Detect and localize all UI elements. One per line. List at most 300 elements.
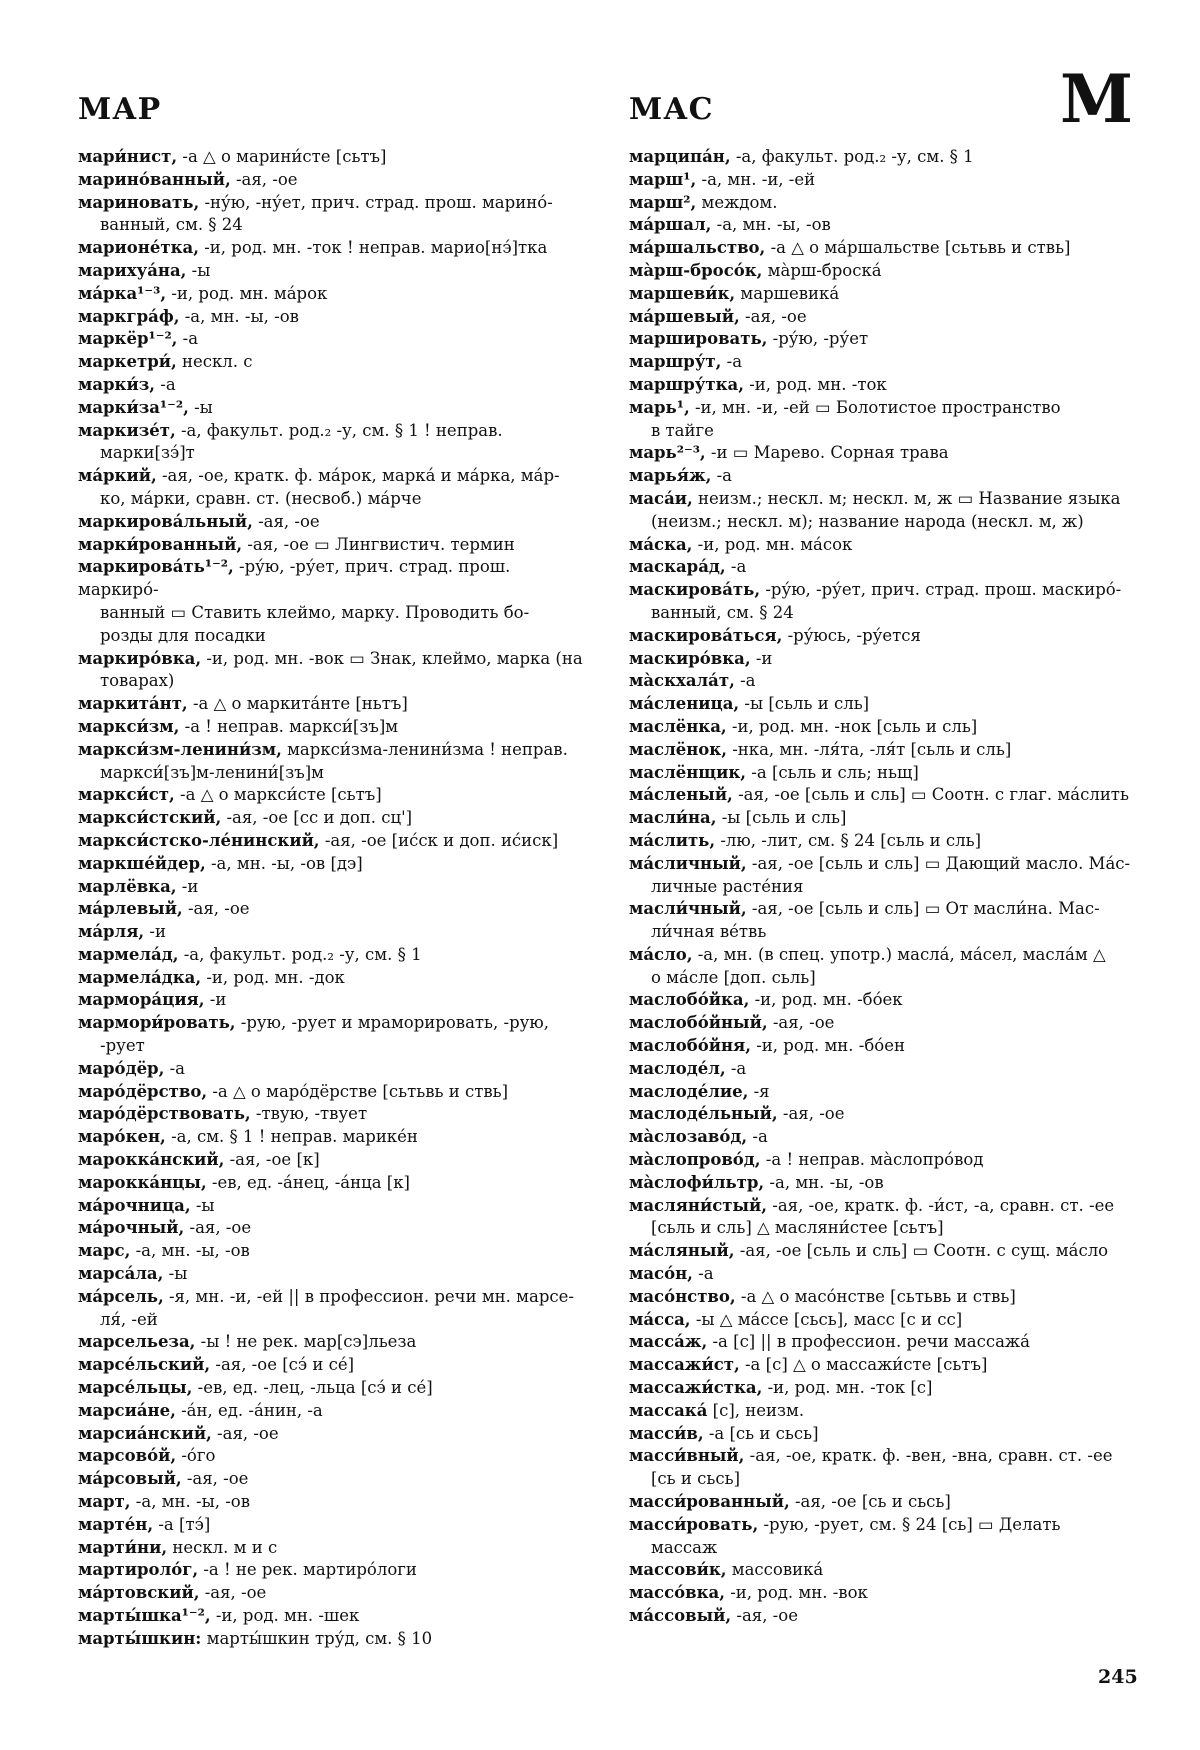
entry-headword: марш², [629,192,697,212]
entry-headword: марокка́нцы, [78,1172,207,1192]
entry-headword: маркёр¹⁻², [78,329,178,349]
dictionary-entry [78,465,593,511]
entry-definition: нескл. м и с [172,1537,278,1557]
entry-definition: -ая, -ое [736,1606,798,1625]
entry-definition: -и, род. мн. -док [206,967,345,987]
entry-headword: ма́слить, [629,830,716,850]
entry-definition: ма̀рш-броска́ [767,260,882,280]
dictionary-entry [629,807,1144,830]
dictionary-entry [78,420,593,466]
dictionary-entry [78,1445,593,1468]
dictionary-entry [78,1126,593,1149]
entry-definition: -а, мн. -и, -ей [701,169,816,189]
entry-definition: неизм.; нескл. м; нескл. м, ж ▭ Название языка [698,488,1121,508]
dictionary-entry [629,670,1144,693]
dictionary-entry [78,716,593,739]
entry-definition: -а [752,1127,768,1147]
entry-headword: ма́сса, [629,1309,691,1329]
dictionary-entry [78,1468,593,1491]
dictionary-entry [78,351,593,374]
entry-headword: маркси́зм-ленини́зм, [78,739,282,759]
entry-definition: -а [с] || в профессион. речи массажа́ [712,1332,1030,1352]
dictionary-entry [629,214,1144,237]
entry-definition: -ру́юсь, -ру́ется [787,625,921,645]
dictionary-entry [78,556,593,647]
entry-definition: -ру́ю, -ру́ет [772,329,869,349]
entry-definition: -твую, -твует [255,1104,368,1124]
entry-headword: марты́шкин: [78,1628,202,1648]
entry-continuation: товарах) [100,671,175,691]
entry-headword: маршеви́к, [629,283,736,303]
entry-definition: -ая, -ое, кратк. ф. ма́рок, марка́ и ма́рка, ма́р- [161,466,560,486]
dictionary-entry [629,1377,1144,1400]
entry-definition: -ая, -ое [187,899,250,919]
entry-headword: маро́кен, [78,1127,166,1147]
entry-definition: -а [730,1058,747,1078]
dictionary-entry [78,260,593,283]
entry-definition: -а, факульт. род.₂ -у, см. § 1 ! неправ. [180,420,503,440]
entry-definition: -а [тэ́] [158,1514,211,1534]
entry-definition: -и, род. мн. -вок [730,1583,868,1603]
entry-headword: марь²⁻³, [629,443,706,463]
dictionary-entry [78,1605,593,1628]
entry-headword: мартироло́г, [78,1560,199,1580]
entry-headword: марсе́льский, [78,1355,211,1375]
entry-headword: мармела́дка, [78,967,202,987]
entry-definition: -ы [191,260,211,280]
entry-headword: ма́рочница, [78,1195,191,1215]
entry-continuation: маркси́[зъ]м-ленини́[зъ]м [100,762,325,782]
entry-headword: ма́рсель, [78,1286,164,1306]
entry-definition: междом. [701,192,778,212]
entry-headword: маслоде́льный, [629,1104,778,1124]
dictionary-entry [78,1217,593,1240]
entry-headword: марш¹, [629,169,697,189]
entry-headword: ма́рлевый, [78,899,183,919]
dictionary-entry [629,1058,1144,1081]
entry-headword: маркси́ст, [78,785,175,805]
dictionary-entry [629,442,1144,465]
dictionary-entry [78,784,593,807]
entry-continuation: марки[зэ́]т [100,443,195,463]
entry-headword: ма́рсовый, [78,1469,182,1489]
entry-definition: -ая, -ое [772,1013,835,1033]
entry-headword: масси́вный, [629,1446,745,1466]
entry-definition: -и [209,990,227,1010]
dictionary-entry [78,1559,593,1582]
entry-definition: -и, род. мн. -нок [сьль и сль] [731,716,978,736]
dictionary-entry [629,283,1144,306]
entry-definition: -ая, -ое [745,306,807,326]
dictionary-entry [78,1195,593,1218]
entry-definition: -и, род. мн. -ток [749,374,887,394]
dictionary-entry [629,351,1144,374]
entry-headword: маршру́т, [629,352,722,372]
entry-headword: ма́сленица, [629,694,740,714]
entry-headword: марки́за¹⁻², [78,397,189,417]
entry-headword: масси́ровать, [629,1514,759,1534]
dictionary-entry [629,1035,1144,1058]
dictionary-entry [78,921,593,944]
entry-definition: -а [169,1058,186,1078]
dictionary-entry [629,1195,1144,1241]
entry-headword: массажи́стка, [629,1378,763,1398]
dictionary-entry [78,1423,593,1446]
dictionary-entry [78,1400,593,1423]
entry-definition: -ру́ю, -ру́ет, прич. страд. прош. маркиро́- [78,557,511,600]
entry-headword: масси́рованный, [629,1492,790,1512]
dictionary-entry [78,830,593,853]
dictionary-entry [78,1582,593,1605]
entry-headword: ма́рочный, [78,1218,185,1238]
entry-headword: марокка́нский, [78,1150,225,1170]
dictionary-entry [629,1263,1144,1286]
entry-definition: -ы [сьль и сль] [744,694,870,714]
entry-headword: массака́ [629,1400,708,1420]
entry-headword: масли́чный, [629,899,747,919]
entry-headword: маро́дёр, [78,1058,165,1078]
dictionary-entry [78,648,593,694]
dictionary-entry [78,1240,593,1263]
dictionary-entry [629,534,1144,557]
dictionary-entry [78,1491,593,1514]
dictionary-entry [629,853,1144,899]
dictionary-entry [78,1012,593,1058]
dictionary-entry [78,283,593,306]
entry-definition: -а, мн. -ы, -ов [184,306,299,326]
entry-definition: -и, род. мн. ма́рок [171,283,328,303]
dictionary-entry [78,876,593,899]
entry-definition: -ая, -ое [сэ́ и се́] [215,1355,355,1375]
entry-headword: ма́рка¹⁻³, [78,283,167,303]
entry-headword: марья́ж, [629,466,712,486]
dictionary-entry [78,1058,593,1081]
entry-continuation: в тайге [651,420,714,440]
dictionary-entry [629,784,1144,807]
entry-headword: масо́нство, [629,1286,736,1306]
entry-headword: марсиа́не, [78,1400,176,1420]
dictionary-entry [78,1377,593,1400]
dictionary-entry [629,1514,1144,1560]
entry-headword: маслёнка, [629,716,727,736]
dictionary-entry [629,1286,1144,1309]
entry-headword: ма́ршевый, [629,306,740,326]
dictionary-entry [78,397,593,420]
entry-headword: марципа́н, [629,147,731,166]
entry-headword: ма́сленый, [629,785,733,805]
entry-headword: ма́рля, [78,922,145,942]
dictionary-entry [629,579,1144,625]
entry-definition: -и, род. мн. -ток [с] [767,1378,933,1398]
entry-definition: -ая, -ое [782,1104,845,1124]
right-column [629,146,1144,1628]
entry-headword: марионе́тка, [78,238,199,258]
dictionary-entry [78,807,593,830]
entry-headword: марсиа́нский, [78,1423,212,1443]
entry-continuation: ко, ма́рки, сравн. ст. (несвоб.) ма́рче [100,488,422,508]
entry-definition: -а, мн. -ы, -ов [135,1241,250,1261]
entry-definition: -ая, -ое [сьль и сль] ▭ Соотн. с глаг. ма́слить [738,785,1129,805]
dictionary-entry [78,1172,593,1195]
entry-continuation: ванный ▭ Ставить клеймо, марку. Проводить бо- [100,602,530,622]
entry-definition: -ы [сьль и сль] [721,808,847,828]
entry-headword: ма́ртовский, [78,1583,200,1603]
entry-definition: -и ▭ Марево. Сорная трава [710,443,949,463]
dictionary-entry [629,1126,1144,1149]
entry-headword: маслоде́лие, [629,1081,749,1101]
entry-definition: -и, род. мн. -ток ! неправ. марио[нэ́]тка [204,238,548,258]
entry-headword: марино́ванный, [78,169,231,189]
entry-headword: маскирова́ться, [629,625,783,645]
entry-definition: -и, род. мн. -бо́ек [754,990,903,1010]
entry-headword: ма́сляный, [629,1241,735,1261]
entry-definition: -ая, -ое [217,1423,279,1443]
entry-definition: -ая, -ое [204,1583,267,1603]
dictionary-entry [78,1263,593,1286]
entry-headword: ма̀слозаво́д, [629,1127,748,1147]
entry-definition: -и, род. мн. ма́сок [697,534,853,554]
entry-headword: марти́ни, [78,1537,168,1557]
entry-definition: -а, см. § 1 ! неправ. марике́н [171,1127,418,1147]
entry-continuation: о ма́сле [доп. сьль] [651,967,816,987]
page-number: 245 [1098,1666,1138,1688]
left-column [78,146,593,1651]
dictionary-entry [629,237,1144,260]
entry-definition: -ая, -ое [189,1218,252,1238]
dictionary-entry [78,534,593,557]
entry-headword: марки́рованный, [78,534,243,554]
entry-continuation: личные расте́ния [651,876,804,896]
entry-headword: марь¹, [629,397,690,417]
dictionary-entry [78,1103,593,1126]
dictionary-entry [629,1309,1144,1332]
entry-headword: маркси́зм, [78,716,180,736]
dictionary-entry [629,1423,1144,1446]
dictionary-entry [629,693,1144,716]
dictionary-entry [629,260,1144,283]
entry-definition: -ая, -ое [235,169,298,189]
entry-definition: -и, род. мн. -шек [215,1606,360,1625]
entry-headword: масо́н, [629,1264,693,1284]
entry-definition: -а [сьль и сль; ньщ] [751,762,919,782]
dictionary-entry [78,944,593,967]
entry-definition: -а, факульт. род.₂ -у, см. § 1 [735,147,974,166]
entry-definition: -а́н, ед. -а́нин, -а [181,1400,323,1420]
dictionary-entry [629,625,1144,648]
entry-headword: марса́ла, [78,1264,164,1284]
entry-continuation: [сь и сьсь] [651,1469,741,1489]
entry-definition: -и [181,876,199,896]
entry-headword: марихуа́на, [78,260,187,280]
entry-definition: -ы [195,1195,215,1215]
entry-headword: массови́к, [629,1560,727,1580]
dictionary-entry [629,1354,1144,1377]
dictionary-entry [78,967,593,990]
dictionary-entry [78,1537,593,1560]
dictionary-entry [629,1582,1144,1605]
dictionary-entry [629,146,1144,169]
entry-definition: -ая, -ое, кратк. ф. -вен, -вна, сравн. ст. -ее [749,1446,1113,1466]
entry-definition: -и [149,922,166,942]
entry-definition: -а △ о ма́ршальстве [сьтьвь и ствь] [770,238,1071,258]
entry-definition: -и, род. мн. -бо́ен [756,1036,905,1056]
dictionary-entry [78,693,593,716]
dictionary-entry [629,1559,1144,1582]
dictionary-entry [629,1605,1144,1628]
entry-continuation: ванный, см. § 24 [651,602,794,622]
entry-headword: ма́ссовый, [629,1606,732,1625]
entry-definition: -ы [168,1264,188,1284]
entry-definition: -и, род. мн. -вок ▭ Знак, клеймо, марка (на [206,648,583,668]
entry-definition: -ая, -ое [сс и доп. сц'] [226,808,413,828]
dictionary-entry [629,1400,1144,1423]
entry-definition: -ая, -ое [186,1469,249,1489]
entry-definition: -а, мн. -ы, -ов [135,1492,251,1512]
entry-headword: массажи́ст, [629,1355,740,1375]
dictionary-entry [629,374,1144,397]
dictionary-entry [629,944,1144,990]
dictionary-entry [78,511,593,534]
entry-headword: маркгра́ф, [78,306,180,326]
entry-definition: [с], неизм. [712,1400,805,1420]
dictionary-entry [78,739,593,785]
dictionary-entry [629,1491,1144,1514]
entry-definition: -ая, -ое [ис́ск и доп. ис́иск] [324,830,559,850]
entry-definition: -а △ о маро́дёрстве [сьтьвь и ствь] [212,1081,509,1101]
dictionary-entry [629,169,1144,192]
entry-definition: -а, мн. -ы, -ов [769,1172,884,1192]
entry-definition: -а [с] △ о массажи́сте [сьтъ] [744,1355,988,1375]
entry-definition: -ая, -ое [сь и сьсь] [794,1492,951,1512]
entry-headword: марсельеза, [78,1332,196,1352]
entry-definition: -и [755,648,773,668]
entry-definition: массовика́ [731,1560,824,1580]
dictionary-entry [629,898,1144,944]
entry-definition: -ну́ю, -ну́ет, прич. страд. прош. марино́- [204,192,553,212]
entry-headword: мармела́д, [78,944,179,964]
entry-definition: -ев, ед. -лец, -льца [сэ́ и се́] [197,1378,433,1398]
entry-headword: масляни́стый, [629,1195,768,1215]
entry-headword: маркси́стско-ле́нинский, [78,830,320,850]
entry-headword: мариновать, [78,192,200,212]
entry-headword: маркирова́ть¹⁻², [78,557,234,577]
dictionary-entry [78,1081,593,1104]
dictionary-entry [629,1172,1144,1195]
entry-definition: -а [716,466,733,486]
dictionary-entry [629,716,1144,739]
entry-definition: -а [726,352,743,372]
dictionary-entry [629,989,1144,1012]
entry-definition: -ая, -ое ▭ Лингвистич. термин [247,534,515,554]
entry-continuation: ля́, -ей [100,1309,158,1329]
entry-headword: маслобо́йный, [629,1013,768,1033]
dictionary-entry [78,989,593,1012]
entry-headword: масси́в, [629,1423,704,1443]
entry-headword: маркиро́вка, [78,648,202,668]
entry-headword: маркетри́, [78,352,177,372]
dictionary-entry [629,488,1144,534]
entry-definition: -лю, -лит, см. § 24 [сьль и сль] [720,830,981,850]
entry-headword: мармори́ровать, [78,1013,236,1033]
entry-headword: маркирова́льный, [78,511,253,531]
entry-headword: ма̀слопрово́д, [629,1150,761,1170]
dictionary-entry [629,739,1144,762]
dictionary-entry [629,192,1144,215]
dictionary-entry [629,762,1144,785]
entry-definition: -ы △ ма́ссе [сьсь], масс [с и сс] [695,1309,963,1329]
entry-definition: -ая, -ое [сьль и сль] ▭ Соотн. с сущ. ма́сло [739,1241,1109,1261]
entry-definition: -ы [194,397,213,417]
entry-headword: март, [78,1492,131,1512]
dictionary-entry [629,1081,1144,1104]
entry-headword: ма́ршал, [629,215,712,235]
entry-definition: -ев, ед. -а́нец, -а́нца [к] [211,1172,410,1192]
entry-headword: маскиро́вка, [629,648,751,668]
entry-headword: ма̀скхала́т, [629,671,735,691]
entry-headword: маскирова́ть, [629,580,761,600]
entry-continuation: массаж [651,1537,718,1557]
entry-headword: марты́шка¹⁻², [78,1606,211,1625]
entry-definition: -а [160,374,176,394]
entry-continuation: розды для посадки [100,625,266,645]
dictionary-entry [78,898,593,921]
section-letter: М [1060,60,1134,138]
dictionary-entry [78,192,593,238]
entry-definition: -а [730,557,747,577]
dictionary-entry [629,1103,1144,1126]
entry-headword: ма̀рш-бросо́к, [629,260,763,280]
entry-headword: маркси́стский, [78,808,222,828]
entry-headword: маслобо́йка, [629,990,750,1010]
entry-continuation: ванный, см. § 24 [100,215,243,235]
dictionary-entry [78,1331,593,1354]
entry-definition: -я, мн. -и, -ей || в профессион. речи мн. марсе- [168,1286,574,1306]
dictionary-entry [629,306,1144,329]
entry-headword: маро́дёрствовать, [78,1104,251,1124]
entry-headword: марс, [78,1241,131,1261]
dictionary-entry [629,1149,1144,1172]
dictionary-entry [629,1331,1144,1354]
dictionary-entry [78,1286,593,1332]
entry-headword: мари́нист, [78,147,178,166]
entry-continuation: (неизм.; нескл. м); название народа (нескл. м, ж) [651,511,1084,531]
entry-headword: маса́и, [629,488,693,508]
dictionary-entry [78,1514,593,1537]
entry-definition: -рую, -рует и мраморировать, -рую, [240,1013,549,1033]
entry-definition: -а [182,329,199,349]
entry-definition: -а ! не рек. мартиро́логи [203,1560,417,1580]
entry-definition: -а △ о масо́нстве [сьтьвь и ствь] [740,1286,1016,1306]
entry-headword: маркита́нт, [78,694,188,714]
dictionary-entry [629,556,1144,579]
entry-headword: маслёнщик, [629,762,747,782]
entry-definition: -рую, -рует, см. § 24 [сь] ▭ Делать [763,1514,1061,1534]
entry-headword: марки́з, [78,374,155,394]
dictionary-entry [629,397,1144,443]
dictionary-entry [629,1012,1144,1035]
entry-definition: нескл. с [181,352,253,372]
dictionary-entry [629,328,1144,351]
dictionary-entry [78,306,593,329]
entry-headword: маро́дёрство, [78,1081,208,1101]
entry-headword: маскара́д, [629,557,726,577]
dictionary-entry [78,1628,593,1651]
entry-headword: маршировать, [629,329,768,349]
entry-headword: марсе́льцы, [78,1378,193,1398]
dictionary-entry [78,1354,593,1377]
entry-definition: -а, мн. -ы, -ов [716,215,831,235]
dictionary-entry [78,1149,593,1172]
